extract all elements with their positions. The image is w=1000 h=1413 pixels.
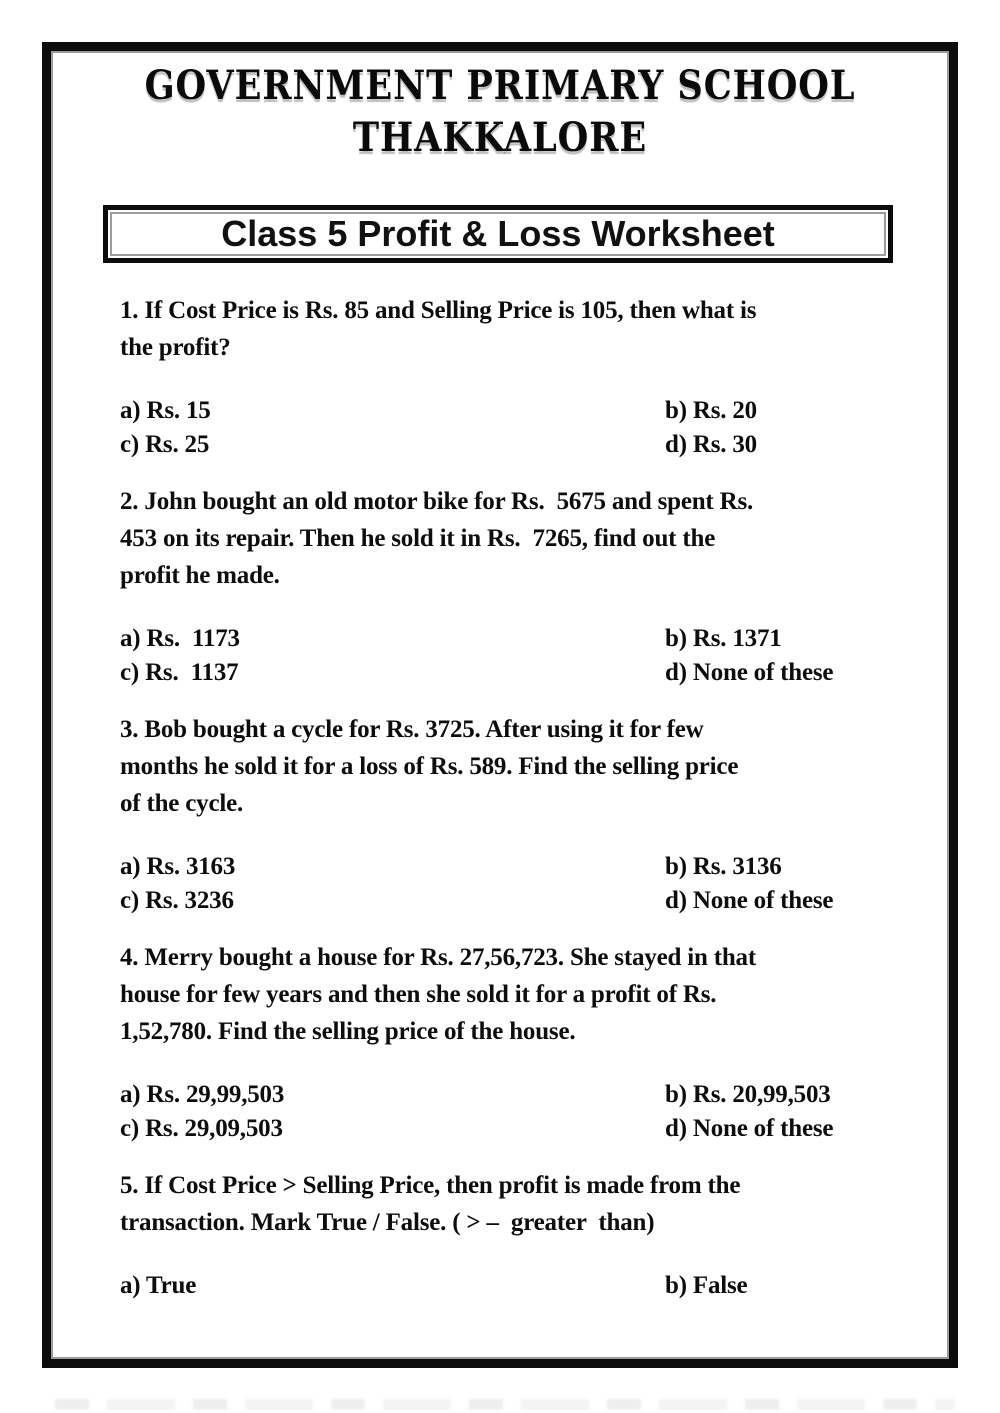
q3-option-c[interactable]: c) Rs. 3236 (120, 887, 234, 914)
q2-option-c[interactable]: c) Rs. 1137 (120, 659, 239, 686)
question-5-options (120, 1269, 929, 1303)
q2-option-d[interactable]: d) None of these (665, 659, 834, 686)
question-2-text-line: 453 on its repair. Then he sold it in Rs. 7265, find out the (120, 525, 716, 552)
question-4 (120, 939, 929, 1146)
worksheet-title-box (103, 205, 893, 263)
question-2-text-line: 2. John bought an old motor bike for Rs. 5675 and spent Rs. (120, 488, 754, 515)
school-name-line2: THAKKALORE (352, 114, 648, 161)
question-5 (120, 1167, 929, 1303)
school-name-line1: GOVERNMENT PRIMARY SCHOOL (144, 62, 856, 109)
question-5-text-line: 5. If Cost Price > Selling Price, then profit is made from the (120, 1172, 741, 1199)
question-5-text-line: transaction. Mark True / False. ( > – greater than) (120, 1209, 655, 1236)
question-4-text-line: 4. Merry bought a house for Rs. 27,56,723. She stayed in that (120, 944, 756, 971)
worksheet-title: Class 5 Profit & Loss Worksheet (221, 213, 775, 254)
question-3-options (120, 850, 929, 918)
question-1 (120, 292, 929, 462)
question-3-text-line: 3. Bob bought a cycle for Rs. 3725. After using it for few (120, 716, 704, 743)
question-2-options (120, 622, 929, 690)
q1-option-b[interactable]: b) Rs. 20 (665, 397, 757, 424)
q1-option-a[interactable]: a) Rs. 15 (120, 397, 211, 424)
question-3-text-line: months he sold it for a loss of Rs. 589. Find the selling price (120, 753, 739, 780)
q3-option-d[interactable]: d) None of these (665, 887, 834, 914)
question-3 (120, 711, 929, 918)
q3-option-a[interactable]: a) Rs. 3163 (120, 853, 236, 880)
q2-option-b[interactable]: b) Rs. 1371 (665, 625, 782, 652)
questions-section (51, 292, 949, 1303)
q2-option-a[interactable]: a) Rs. 1173 (120, 625, 240, 652)
question-1-options (120, 394, 929, 462)
q4-option-a[interactable]: a) Rs. 29,99,503 (120, 1081, 285, 1108)
next-page-ghost-text (55, 1399, 955, 1410)
q3-option-b[interactable]: b) Rs. 3136 (665, 853, 782, 880)
question-2-text-line: profit he made. (120, 562, 280, 589)
question-2 (120, 483, 929, 690)
page-frame (42, 42, 958, 1368)
question-4-options (120, 1078, 929, 1146)
question-1-text-line: the profit? (120, 334, 231, 361)
q4-option-c[interactable]: c) Rs. 29,09,503 (120, 1115, 283, 1142)
q5-option-b[interactable]: b) False (665, 1272, 748, 1299)
q1-option-d[interactable]: d) Rs. 30 (665, 431, 757, 458)
q1-option-c[interactable]: c) Rs. 25 (120, 431, 210, 458)
question-4-text-line: 1,52,780. Find the selling price of the house. (120, 1018, 576, 1045)
q5-option-a[interactable]: a) True (120, 1272, 197, 1299)
q4-option-d[interactable]: d) None of these (665, 1115, 834, 1142)
question-4-text-line: house for few years and then she sold it for a profit of Rs. (120, 981, 717, 1008)
question-3-text-line: of the cycle. (120, 790, 244, 817)
question-1-text-line: 1. If Cost Price is Rs. 85 and Selling Price is 105, then what is (120, 297, 757, 324)
q4-option-b[interactable]: b) Rs. 20,99,503 (665, 1081, 831, 1108)
